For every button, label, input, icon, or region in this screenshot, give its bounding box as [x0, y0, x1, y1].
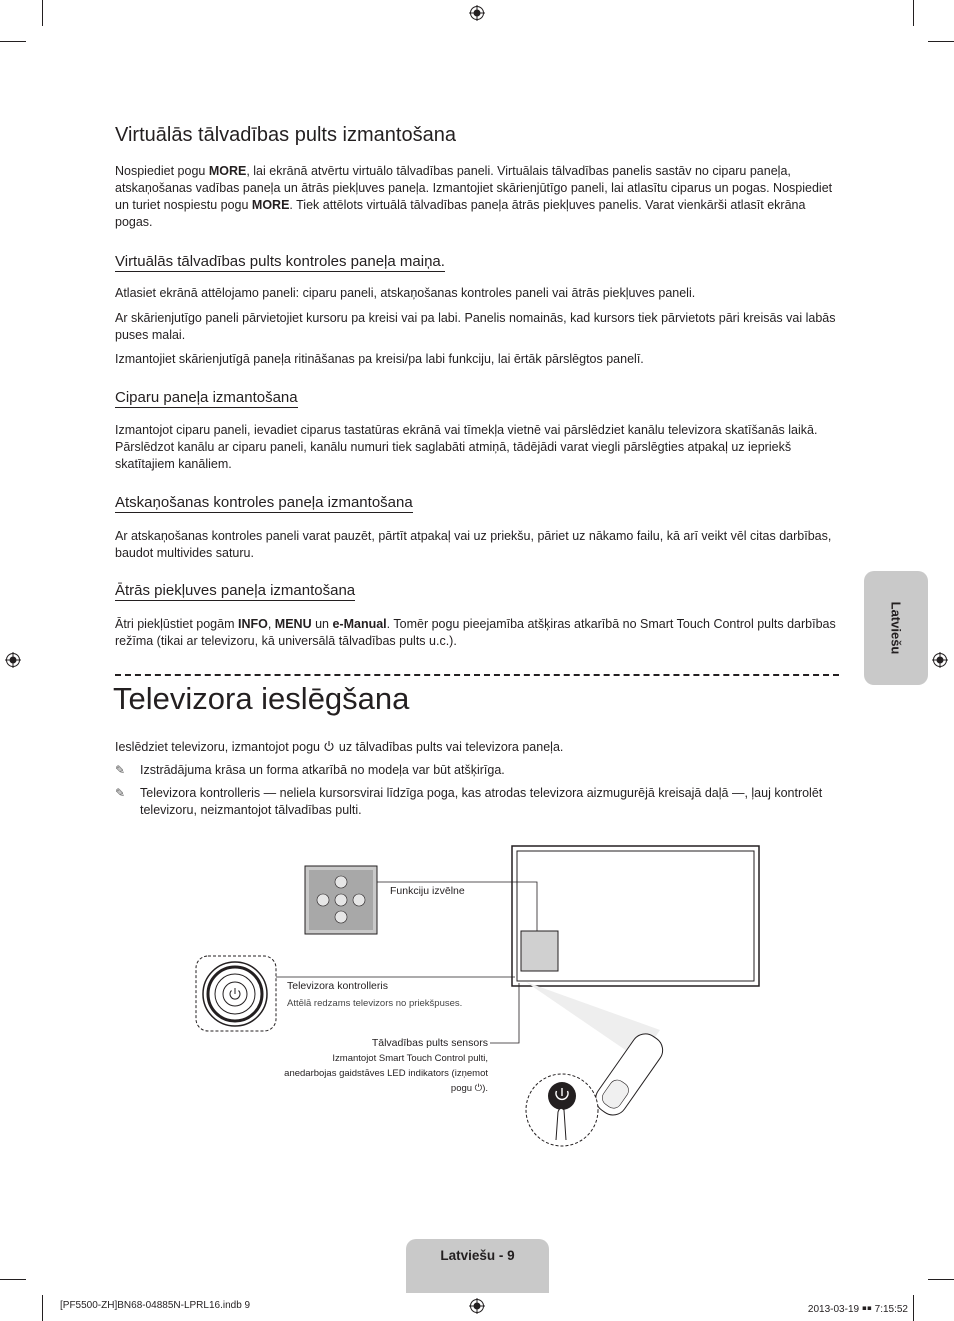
crop-mark — [0, 41, 26, 42]
registration-mark-icon — [932, 652, 948, 668]
label-tv-controller-note: Attēlā redzams televizors no priekšpuses. — [287, 998, 463, 1009]
paragraph: Izmantojot ciparu paneli, ievadiet ciparus tastatūras ekrānā vai tīmekļa vietnē vai pārslēdziet kanālu televizora skatīšanās laikā. Pārslēdzot kanālu ar ciparu paneli, kanālu numuri tiek saglabāti atmiņā, tādējādi varat viegli pārslēgties atpakaļ uz iepriekš skatītajiem kanāliem. — [115, 423, 818, 471]
registration-mark-icon — [469, 1298, 485, 1314]
paragraph: Ar skārienjutīgo paneli pārvietojiet kursoru pa kreisi vai pa labi. Panelis nomainās, kad kursors tiek pārvietots pāri kreisās vai labās puses malai. — [115, 311, 836, 342]
paragraph: Izmantojiet skārienjutīgā paneļa ritināšanas pa kreisi/pa labi funkciju, lai ērtāk pārslēgtos panelī. — [115, 352, 644, 366]
section-title: Virtuālās tālvadības pults izmantošana — [115, 124, 456, 146]
crop-mark — [0, 1279, 26, 1280]
label-remote-sensor-note: Izmantojot Smart Touch Control pulti, — [332, 1053, 488, 1064]
subsection-title: Ātrās piekļuves paneļa izmantošana — [115, 582, 356, 599]
paragraph: Atlasiet ekrānā attēlojamo paneli: ciparu paneli, atskaņošanas kontroles paneli vai ātrās piekļuves paneli. — [115, 286, 696, 300]
crop-mark — [928, 1279, 954, 1280]
section-divider — [115, 674, 839, 676]
label-remote-sensor-note: pogu ⏻). — [450, 1083, 488, 1094]
page-number-tab: Latviešu - 9 — [406, 1239, 549, 1293]
paragraph: Ar atskaņošanas kontroles paneli varat pauzēt, pārtīt atpakaļ vai uz priekšu, pāriet uz nākamo failu, kā arī veikt vēl citas darbības, baudot multivides saturu. — [115, 529, 832, 560]
page-heading: Televizora ieslēgšana — [113, 681, 410, 716]
footer-file-info: [PF5500-ZH]BN68-04885N-LPRL16.indb 9 — [60, 1300, 251, 1311]
crop-mark — [42, 0, 43, 26]
note: ✎ Televizora kontrolleris — neliela kursorsvirai līdzīga poga, kas atrodas televizora aizmugurējā kreisajā daļā —, ļauj kontrolēt televizoru, neizmantojot tālvadības pulti. — [115, 786, 823, 817]
registration-mark-icon — [5, 652, 21, 668]
crop-mark — [913, 1295, 914, 1321]
language-side-tab: Latviešu — [864, 571, 928, 685]
crop-mark — [928, 41, 954, 42]
crop-mark — [913, 0, 914, 26]
paragraph: Ātri piekļūstiet pogām INFO, MENU un e-Manual. Tomēr pogu pieejamība atšķiras atkarībā no Smart Touch Control pults darbības režīma (tikai ar televizoru, kā universālā tālvadības pults u.c.). — [115, 617, 836, 648]
label-function-menu: Funkciju izvēlne — [390, 885, 465, 897]
pen-note-icon: ✎ — [115, 763, 126, 777]
paragraph: Nospiediet pogu MORE, lai ekrānā atvērtu virtuālo tālvadības paneli. Virtuālais tālvadības panelis sastāv no ciparu paneļa, atskaņošanas vadības paneļa un ātrās piekļuves paneļa. Izmantojiet skārienjūtīgo paneli, lai atlasītu ciparus un pogas. Nospiediet un turiet nospiestu pogu MORE. Tiek attēlots virtuālā tālvadības paneļa ātrās piekļuves panelis. Varat vienkārši atlasīt ekrāna pogas. — [115, 164, 833, 229]
footer-timestamp: 2013-03-19 ￭￭ 7:15:52 — [807, 1304, 908, 1315]
registration-mark-icon — [469, 5, 485, 21]
label-remote-sensor-note: anedarbojas gaidstāves LED indikators (izņemot — [284, 1068, 488, 1079]
subsection-title: Virtuālās tālvadības pults kontroles paneļa maiņa. — [115, 253, 445, 270]
paragraph: Ieslēdziet televizoru, izmantojot pogu uz tālvadības pults vai televizora paneļa. — [115, 740, 564, 754]
tv-diagram — [190, 840, 770, 1155]
label-tv-controller: Televizora kontrolleris — [287, 980, 388, 992]
label-remote-sensor: Tālvadības pults sensors — [371, 1037, 488, 1049]
pen-note-icon: ✎ — [115, 786, 126, 800]
power-icon — [323, 740, 335, 752]
subsection-title: Ciparu paneļa izmantošana — [115, 389, 298, 406]
subsection-title: Atskaņošanas kontroles paneļa izmantošana — [115, 494, 413, 511]
note: ✎ Izstrādājuma krāsa un forma atkarībā no modeļa var būt atšķirīga. — [115, 763, 505, 777]
crop-mark — [42, 1295, 43, 1321]
